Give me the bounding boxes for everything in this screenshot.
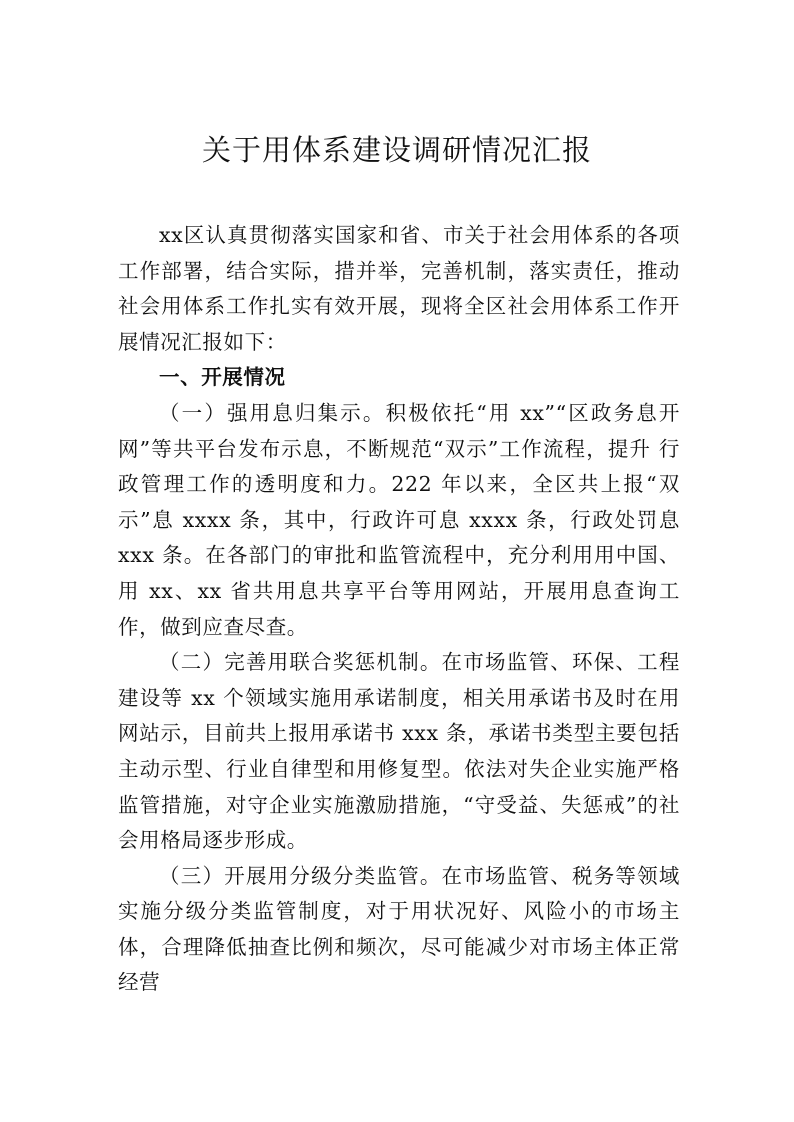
intro-paragraph: xx区认真贯彻落实国家和省、市关于社会用体系的各项工作部署，结合实际，措并举，完善机制，落实责任，推动社会用体系工作扎实有效开展，现将全区社会用体系工作开展情况汇报如下：: [118, 223, 680, 354]
document-title: 关于用体系建设调研情况汇报: [201, 133, 592, 167]
document-body: [118, 218, 680, 1001]
section-heading: 一、开展情况: [159, 365, 286, 390]
paragraph-3: （三）开展用分级分类监管。在市场监管、税务等领域实施分级分类监管制度，对于用状况好、风险小的市场主体，合理降低抽查比例和频次，尽可能减少对市场主体正常经营: [118, 863, 680, 995]
paragraph-1: （一）强用息归集示。积极依托“用 xx”“区政务息开网”等共平台发布示息，不断规范“双示”工作流程，提升 行政管理工作的透明度和力。222 年以来，全区共上报“双示”息 xxxx 条，其中，行政许可息 xxxx 条，行政处罚息 xxx 条。在各部门的审批和监管流程中，充分利用用中国、用 xx、xx 省共用息共享平台等用网站，开展用息查询工作，做到应查尽查。: [118, 400, 680, 639]
paragraph-2: （二）完善用联合奖惩机制。在市场监管、环保、工程建设等 xx 个领域实施用承诺制度，相关用承诺书及时在用网站示，目前共上报用承诺书 xxx 条，承诺书类型主要包括主动示型、行业自律型和用修复型。依法对失企业实施严格监管措施，对守企业实施激励措施，“守受益、失惩戒”的社会用格局逐步形成。: [118, 650, 680, 853]
